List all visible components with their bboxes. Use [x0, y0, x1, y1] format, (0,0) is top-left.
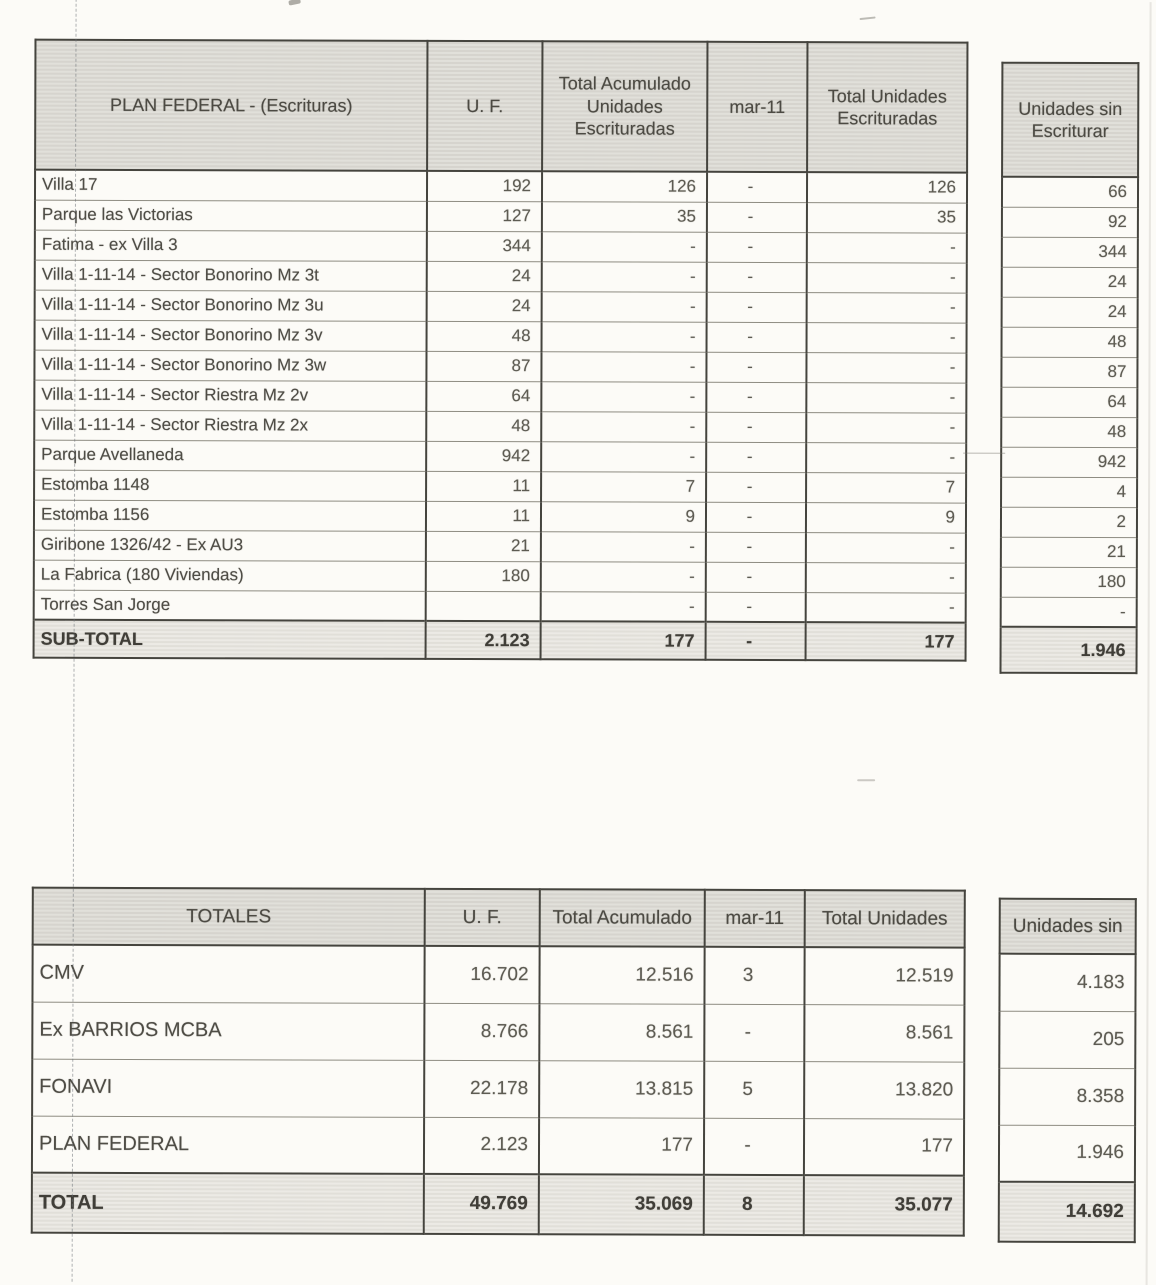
cell-uf: 49.769: [424, 1174, 539, 1234]
cell-uf: [426, 591, 541, 621]
cell-name: Parque las Victorias: [35, 200, 427, 231]
cell-total: 7: [806, 472, 966, 503]
cell-sin: 1.946: [999, 1125, 1135, 1182]
cell-name: TOTAL: [32, 1173, 424, 1234]
col-header-unidades-sin-escriturar: Unidades sin Escriturar: [1002, 63, 1138, 177]
cell-uf: 87: [426, 351, 541, 381]
side-row: [1002, 297, 1138, 327]
cell-sin: 92: [1002, 207, 1138, 237]
totales-table: [31, 887, 964, 1237]
side2-header-row: [1000, 899, 1136, 954]
cell-name: Villa 1-11-14 - Sector Riestra Mz 2v: [34, 380, 426, 411]
cell-sin: 64: [1001, 387, 1137, 417]
cell-sin: 180: [1001, 567, 1137, 597]
summary-row: [34, 620, 966, 661]
cell-acum: -: [542, 291, 707, 322]
cell-total: 9: [806, 502, 966, 533]
cell-name: Villa 1-11-14 - Sector Bonorino Mz 3w: [34, 350, 426, 381]
side-row: [1002, 207, 1138, 237]
table-row: [35, 200, 967, 233]
cell-total: -: [807, 262, 967, 293]
col-header-total-acumulado-2: Total Acumulado: [540, 889, 705, 947]
table-row: [32, 1116, 964, 1176]
cell-acum: 13.815: [539, 1060, 704, 1118]
cell-month: -: [704, 1004, 804, 1061]
cell-name: Villa 17: [35, 170, 427, 201]
cell-total: 8.561: [804, 1004, 964, 1062]
cell-sin: 1.946: [1001, 627, 1137, 673]
cell-total: 35.077: [804, 1175, 964, 1236]
cell-name: La Fabrica (180 Viviendas): [34, 560, 426, 591]
col-header-total-unidades: Total Unidades Escrituradas: [807, 42, 967, 173]
cell-month: -: [707, 322, 807, 352]
cell-name: Torres San Jorge: [34, 590, 426, 621]
col-header-mar-11: mar-11: [707, 42, 807, 172]
side-row: [1001, 567, 1137, 597]
cell-month: -: [707, 232, 807, 262]
cell-name: Villa 1-11-14 - Sector Bonorino Mz 3u: [35, 290, 427, 321]
cell-acum: -: [541, 441, 706, 472]
cell-month: -: [706, 502, 806, 532]
side-row: [1001, 387, 1137, 417]
scan-stray-line: [963, 453, 1005, 454]
cell-uf: 24: [427, 291, 542, 321]
cell-total: -: [806, 352, 966, 383]
cell-total: -: [807, 232, 967, 263]
cell-name: PLAN FEDERAL: [32, 1116, 424, 1174]
summary-row: [32, 1173, 964, 1236]
cell-month: -: [706, 412, 806, 442]
cell-acum: -: [541, 591, 706, 622]
col-header-plan-federal: PLAN FEDERAL - (Escrituras): [35, 40, 427, 171]
table-row: [35, 230, 967, 263]
side-row: [1001, 357, 1137, 387]
cell-uf: 48: [426, 411, 541, 441]
table-row: [34, 350, 966, 383]
table-row: [34, 500, 966, 533]
cell-acum: -: [541, 531, 706, 562]
cell-month: -: [706, 532, 806, 562]
side-row: [1001, 417, 1137, 447]
cell-total: -: [807, 322, 967, 353]
scan-edge-streak: [1146, 2, 1152, 1285]
cell-uf: 2.123: [426, 621, 541, 659]
cell-sin: 48: [1001, 327, 1137, 357]
cell-acum: 8.561: [539, 1003, 704, 1061]
cell-total: -: [806, 412, 966, 443]
cell-sin: 2: [1001, 507, 1137, 537]
table-row: [35, 290, 967, 323]
cell-month: -: [706, 382, 806, 412]
table-row: [35, 260, 967, 293]
cell-uf: 24: [427, 261, 542, 291]
col-header-totales: TOTALES: [33, 888, 425, 946]
cell-total: 126: [807, 172, 967, 203]
cell-total: -: [806, 442, 966, 473]
cell-month: -: [706, 592, 806, 622]
side-summary-row: [999, 1182, 1135, 1242]
cell-total: 13.820: [804, 1061, 964, 1119]
cell-acum: 7: [541, 471, 706, 502]
cell-uf: 192: [427, 171, 542, 201]
col-header-total-unidades-2: Total Unidades: [805, 890, 965, 948]
cell-acum: 177: [539, 1117, 704, 1175]
cell-total: -: [806, 532, 966, 563]
cell-name: FONAVI: [32, 1059, 424, 1117]
cell-sin: 21: [1001, 537, 1137, 567]
table-row: [34, 560, 966, 593]
cell-uf: 127: [427, 201, 542, 231]
cell-month: -: [707, 262, 807, 292]
cell-sin: 205: [999, 1011, 1135, 1068]
cell-sin: -: [1001, 597, 1137, 627]
side-row: [999, 1011, 1135, 1068]
cell-month: -: [706, 472, 806, 502]
cell-uf: 8.766: [424, 1003, 539, 1060]
side1-header-row: [1002, 63, 1138, 177]
col-header-total-acumulado: Total Acumulado Unidades Escrituradas: [542, 41, 707, 172]
cell-uf: 22.178: [424, 1060, 539, 1117]
cell-month: -: [707, 292, 807, 322]
cell-sin: 344: [1002, 237, 1138, 267]
cell-name: Ex BARRIOS MCBA: [32, 1002, 424, 1060]
cell-name: Parque Avellaneda: [34, 440, 426, 471]
table2-body: [32, 945, 965, 1236]
cell-sin: 24: [1002, 297, 1138, 327]
cell-total: 12.519: [804, 947, 964, 1005]
table-row: [35, 170, 967, 203]
side-summary-row: [1001, 627, 1137, 673]
unidades-sin-escriturar-column: [999, 62, 1137, 674]
cell-sin: 8.358: [999, 1068, 1135, 1125]
col-header-uf-2: U. F.: [425, 889, 540, 946]
side-row: [1002, 177, 1138, 207]
table-row: [34, 410, 966, 443]
cell-acum: 177: [541, 621, 706, 660]
cell-acum: -: [541, 411, 706, 442]
side-row: [1002, 237, 1138, 267]
cell-uf: 64: [426, 381, 541, 411]
side-row: [1001, 537, 1137, 567]
cell-uf: 16.702: [424, 946, 539, 1003]
table-row: [34, 590, 966, 623]
cell-acum: -: [542, 231, 707, 262]
cell-acum: 9: [541, 501, 706, 532]
cell-name: Fatima - ex Villa 3: [35, 230, 427, 261]
cell-total: 35: [807, 202, 967, 233]
cell-name: Villa 1-11-14 - Sector Bonorino Mz 3t: [35, 260, 427, 291]
cell-sin: 24: [1002, 267, 1138, 297]
table-row: [35, 320, 967, 353]
cell-sin: 4.183: [999, 954, 1135, 1011]
table-row: [34, 440, 966, 473]
table-row: [34, 470, 966, 503]
side-row: [999, 1068, 1135, 1125]
cell-total: -: [806, 592, 966, 623]
cell-acum: -: [541, 381, 706, 412]
cell-sin: 4: [1001, 477, 1137, 507]
cell-month: -: [706, 622, 806, 660]
cell-sin: 66: [1002, 177, 1138, 207]
cell-acum: -: [541, 561, 706, 592]
cell-sin: 87: [1001, 357, 1137, 387]
table-row: [32, 1002, 964, 1062]
cell-name: Villa 1-11-14 - Sector Riestra Mz 2x: [34, 410, 426, 441]
unidades-sin-column: [998, 898, 1135, 1243]
table-row: [34, 380, 966, 413]
cell-month: -: [707, 172, 807, 202]
side-row: [1001, 327, 1137, 357]
plan-federal-table: [33, 39, 967, 662]
scan-smudge: [857, 779, 875, 781]
cell-uf: 2.123: [424, 1117, 539, 1174]
cell-month: -: [707, 202, 807, 232]
cell-name: Villa 1-11-14 - Sector Bonorino Mz 3v: [35, 320, 427, 351]
cell-acum: -: [541, 351, 706, 382]
table-row: [34, 530, 966, 563]
cell-total: -: [806, 562, 966, 593]
cell-uf: 21: [426, 531, 541, 561]
cell-month: -: [706, 442, 806, 472]
cell-month: -: [706, 352, 806, 382]
cell-sin: 942: [1001, 447, 1137, 477]
cell-name: Giribone 1326/42 - Ex AU3: [34, 530, 426, 561]
cell-total: 177: [804, 1118, 964, 1176]
cell-acum: 35: [542, 201, 707, 232]
cell-uf: 180: [426, 561, 541, 591]
table2-side-body: [999, 954, 1136, 1242]
cell-acum: 12.516: [539, 946, 704, 1004]
cell-month: -: [706, 562, 806, 592]
table1-side-body: [1001, 177, 1139, 673]
cell-sin: 48: [1001, 417, 1137, 447]
side-row: [1001, 477, 1137, 507]
side-row: [1001, 447, 1137, 477]
cell-uf: 344: [427, 231, 542, 261]
cell-name: Estomba 1156: [34, 500, 426, 531]
cell-month: 8: [704, 1175, 804, 1235]
cell-acum: 126: [542, 171, 707, 202]
scan-smudge: [859, 16, 875, 20]
totales-header-row: [33, 888, 965, 948]
cell-total: -: [807, 292, 967, 323]
cell-sin: 14.692: [999, 1182, 1135, 1242]
table-row: [32, 1059, 964, 1119]
col-header-uf: U. F.: [427, 41, 542, 171]
table-row: [32, 945, 964, 1005]
cell-uf: 11: [426, 501, 541, 531]
side-row: [999, 954, 1135, 1011]
cell-month: 5: [704, 1061, 804, 1118]
cell-acum: 35.069: [539, 1174, 704, 1235]
side-row: [1001, 507, 1137, 537]
table1-body: [34, 170, 968, 661]
cell-month: -: [704, 1118, 804, 1175]
cell-total: 177: [806, 622, 966, 661]
cell-name: SUB-TOTAL: [34, 620, 426, 659]
cell-acum: -: [542, 261, 707, 292]
cell-acum: -: [542, 321, 707, 352]
side-row: [999, 1125, 1135, 1182]
col-header-mar-11-2: mar-11: [705, 890, 805, 947]
side-row: [1002, 267, 1138, 297]
scan-smudge: [288, 0, 301, 6]
cell-uf: 48: [427, 321, 542, 351]
col-header-unidades-sin: Unidades sin: [1000, 899, 1136, 954]
cell-name: Estomba 1148: [34, 470, 426, 501]
cell-month: 3: [704, 947, 804, 1004]
cell-uf: 942: [426, 441, 541, 471]
plan-federal-header-row: [35, 40, 967, 173]
cell-uf: 11: [426, 471, 541, 501]
side-row: [1001, 597, 1137, 627]
cell-total: -: [806, 382, 966, 413]
cell-name: CMV: [32, 945, 424, 1003]
